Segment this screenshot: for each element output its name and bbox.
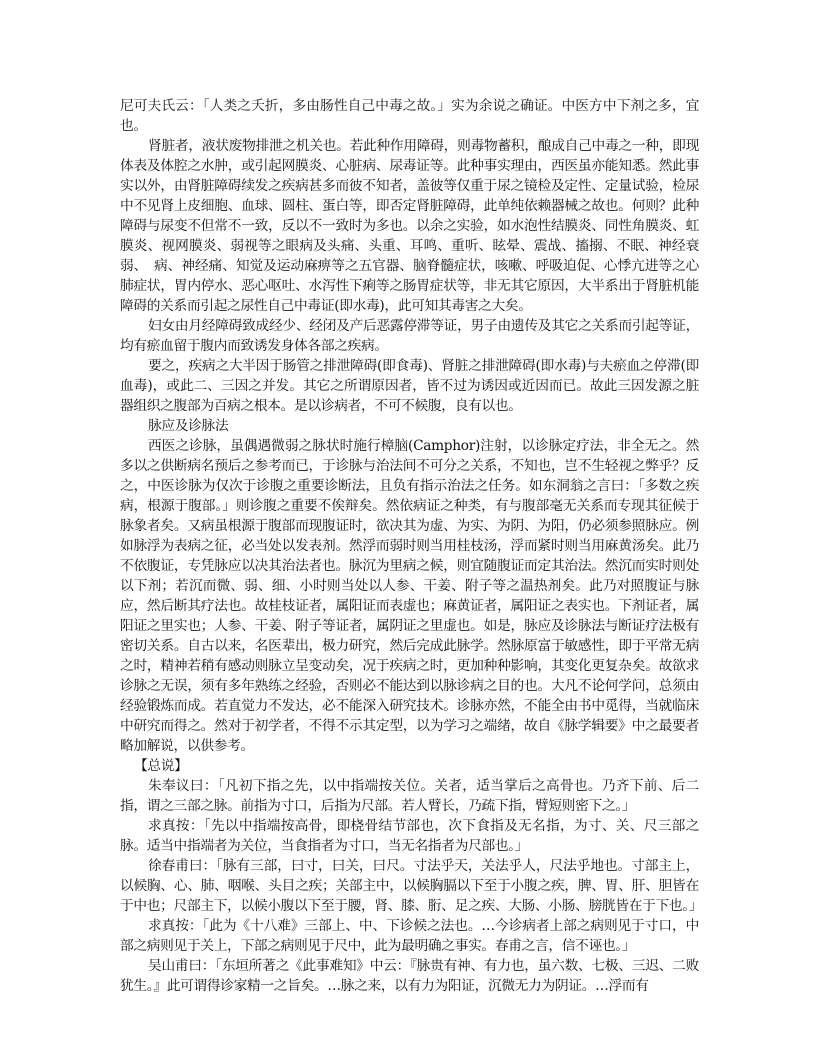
paragraph: 脉应及诊脉法 [148,418,229,434]
paragraph: 【总说】 [134,758,188,774]
paragraph: 妇女由月经障碍致成经少、经闭及产后恶露停滞等证，男子由遗传及其它之关系而引起等证，均有瘀血留于腹内而致诱发身体各部之疾病。 [120,318,699,354]
paragraph: 求真按：「先以中指端按高骨，即桡骨结节部也，次下食指及无名指，为寸、关、尺三部之脉。适当中指端者为关位，当食指者为寸口，当无名指者为尺部也。」 [120,818,699,854]
paragraph: 求真按：「此为《十八难》三部上、中、下诊候之法也。…今诊病者上部之病则见于寸口，中部之病则见于关上，下部之病则见于尺中，此为最明确之事实。春甫之言，信不诬也。」 [120,918,699,954]
paragraph: 朱奉议曰：「凡初下指之先，以中指端按关位。关者，适当掌后之高骨也。乃齐下前、后二指，谓之三部之脉。前指为寸口，后指为尺部。若人臂长，乃疏下指，臂短则密下之。」 [120,778,699,814]
paragraph: 徐春甫曰：「脉有三部，曰寸，曰关，曰尺。寸法乎天，关法乎人，尺法乎地也。寸部主上，以候胸、心、肺、咽喉、头目之疾；关部主中，以候胸膈以下至于小腹之疾，脾、胃、肝、胆皆在于中也；尺部主下，以候小腹以下至于腰，肾、膝、胻、足之疾、大肠、小肠、膀胱皆在于下也。」 [120,858,703,914]
paragraph: 要之，疾病之大半因于肠管之排泄障碍(即食毒)、肾脏之排泄障碍(即水毒)与夫瘀血之停滞(即血毒)，或此二、三因之并发。其它之所谓原因者，皆不过为诱因或近因而已。故此三因发源之脏器组织之腹部为百病之根本。是以诊病者，不可不候腹，良有以也。 [120,358,699,414]
paragraph: 西医之诊脉，虽偶遇微弱之脉状时施行樟脑(Camphor)注射，以诊脉定疗法，非全无之。然多以之供断病名预后之参考而已，于诊脉与治法间不可分之关系，不知也，岂不生轻视之弊乎？反之，中医诊脉为仅次于诊腹之重要诊断法，且负有指示治法之任务。如东洞翁之言曰：「多数之疾病，根源于腹部。」则诊腹之重要不俟辩矣。然依病证之种类，有与腹部毫无关系而专现其征候于脉象者矣。又病虽根源于腹部而现腹证时，欲决其为虚、为实、为阴、为阳，仍必须参照脉应。例如脉浮为表病之征，必当处以发表剂。然浮而弱时则当用桂枝汤，浮而紧时则当用麻黄汤矣。此乃不依腹证，专凭脉应以决其治法者也。脉沉为里病之候，则宜随腹证而定其治法。然沉而实时则处以下剂；若沉而微、弱、细、小时则当处以人参、干姜、附子等之温热剂矣。此乃对照腹证与脉应，然后断其疗法也。故桂枝证者，属阳证而表虚也；麻黄证者，属阳证之表实也。下剂证者，属阳证之里实也；人参、干姜、附子等证者，属阴证之里虚也。如是，脉应及诊脉法与断证疗法极有密切关系。自古以来，名医辈出，极力研究，然后完成此脉学。然脉原富于敏感性，即于平常无病之时，精神若稍有感动则脉立呈变动矣，况于疾病之时，更加种种影响，其变化更复杂矣。故欲求诊脉之无误，须有多年熟练之经验，否则必不能达到以脉诊病之目的也。大凡不论何学问，总须由经验锻炼而成。若直觉力不发达，必不能深入研究技术。诊脉亦然，不能全由书中觅得，当就临床中研究而得之。然对于初学者，不得不示其定型，以为学习之端绪，故自《脉学辑要》中之最要者略加解说，以供参考。 [120,438,699,754]
paragraph: 尼可夫氏云：「人类之夭折，多由肠性自己中毒之故。」实为余说之确证。中医方中下剂之多，宜也。 [120,98,699,134]
paragraph: 肾脏者，液状废物排泄之机关也。若此种作用障碍，则毒物蓄积，酿成自己中毒之一种，即现体表及体腔之水肿，或引起网膜炎、心脏病、尿毒证等。此种事实理由，西医虽亦能知悉。然此事实以外，由肾脏障碍续发之疾病甚多而彼不知者，盖彼等仅重于尿之镜检及定性、定量试验，检尿中不见肾上皮细胞、血球、圆柱、蛋白等，即否定肾脏障碍，此单纯依赖器械之故也。何则？此种障碍与尿变不但常不一致，反以不一致时为多也。以余之实验，如水泡性结膜炎、同性角膜炎、虹膜炎、视网膜炎、弱视等之眼病及头痛、头重、耳鸣、重听、眩晕、震战、搐搦、不眠、神经衰弱、 病、神经痛、知觉及运动麻痹等之五官器、脑脊髓症状，咳嗽、呼吸迫促、心悸亢进等之心肺症状，胃内停水、恶心呕吐、水泻性下痢等之肠胃症状等，非无其它原因，大半系出于肾脏机能障碍的关系而引起之尿性自己中毒证(即水毒)，此可知其毒害之大矣。 [120,138,699,314]
document-page [120,96,703,996]
paragraph: 吴山甫曰：「东垣所著之《此事难知》中云：『脉贵有神、有力也，虽六数、七极、三迟、二败犹生。』此可谓得诊家精一之旨矣。…脉之来，以有力为阳证，沉微无力为阴证。…浮而有 [120,958,699,994]
